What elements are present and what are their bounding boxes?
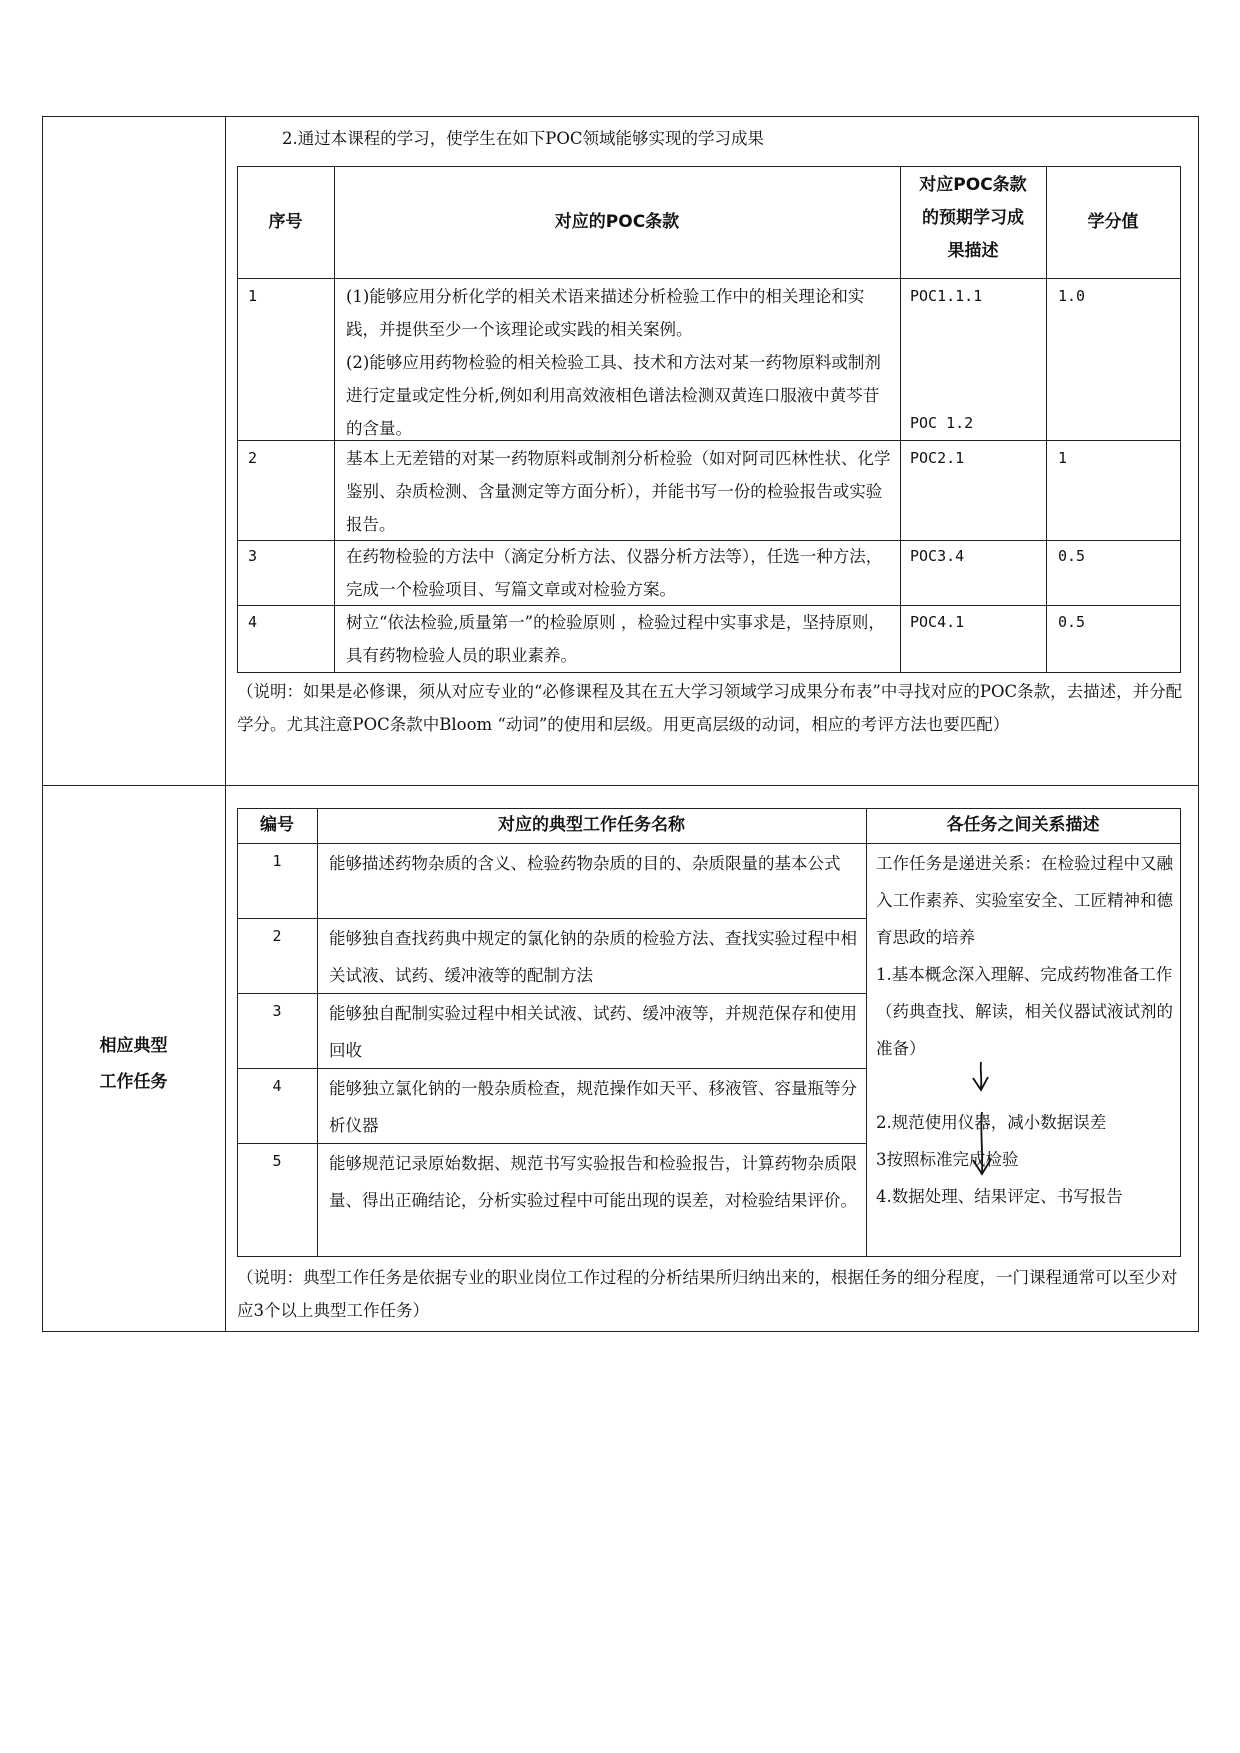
section-label-typical-tasks xyxy=(42,1028,225,1100)
table-row-1-clause-b: (2)能够应用药物检验的相关检验工具、技术和方法对某一药物原料或制剂进行定量或定性分析,例如利用高效液相色谱法检测双黄连口服液中黄芩苷的含量。 xyxy=(346,353,881,438)
header-poc-clause: 对应的POC条款 xyxy=(554,212,680,232)
header-outcome-line2: 的预期学习成 xyxy=(922,208,1024,228)
task-note: （说明：典型工作任务是依据专业的职业岗位工作过程的分析结果所归纳出来的，根据任务的细分程度，一门课程通常可以至少对应3个以上典型工作任务） xyxy=(237,1268,1178,1320)
section-label-line2: 工作任务 xyxy=(99,1072,168,1092)
task-row-5-num: 5 xyxy=(272,1152,282,1170)
table-row-3-seq: 3 xyxy=(248,547,258,565)
task-row-2-num: 2 xyxy=(272,927,282,945)
task-row-2-name: 能够独自查找药典中规定的氯化钠的杂质的检验方法、查找实验过程中相关试液、试药、缓冲液等的配制方法 xyxy=(329,929,857,985)
relation-para-4: 3按照标准完成检验 xyxy=(876,1150,1019,1169)
table-row-3-clause: 在药物检验的方法中（滴定分析方法、仪器分析方法等），任选一种方法，完成一个检验项目、写篇文章或对检验方案。 xyxy=(346,547,883,599)
relation-para-2: 1.基本概念深入理解、完成药物准备工作（药典查找、解读，相关仪器试液试剂的准备） xyxy=(876,965,1173,1058)
table-row-4-poc: POC4.1 xyxy=(910,613,965,631)
poc-note: （说明：如果是必修课，须从对应专业的“必修课程及其在五大学习领域学习成果分布表”中寻找对应的POC条款，去描述，并分配学分。尤其注意POC条款中Bloom “动词”的使用和层级。用更高层级的动词，相应的考评方法也要匹配） xyxy=(237,682,1183,734)
header-outcome xyxy=(900,169,1046,268)
table-row-2-poc: POC2.1 xyxy=(910,449,965,467)
header-seq: 序号 xyxy=(268,212,303,232)
header-task-relation: 各任务之间关系描述 xyxy=(946,815,1100,835)
table-row-1-poc-a: POC1.1.1 xyxy=(910,287,983,305)
table-row-1-seq: 1 xyxy=(248,287,258,305)
relation-para-5: 4.数据处理、结果评定、书写报告 xyxy=(876,1187,1123,1206)
task-row-3-name: 能够独自配制实验过程中相关试液、试药、缓冲液等，并规范保存和使用回收 xyxy=(329,1004,857,1060)
relation-para-1: 工作任务是递进关系：在检验过程中又融入工作素养、实验室安全、工匠精神和德育思政的培养 xyxy=(876,854,1173,947)
task-row-4-num: 4 xyxy=(272,1077,282,1095)
task-row-4-name: 能够独立氯化钠的一般杂质检查，规范操作如天平、移液管、容量瓶等分析仪器 xyxy=(329,1079,857,1135)
task-row-5-name: 能够规范记录原始数据、规范书写实验报告和检验报告，计算药物杂质限量、得出正确结论，分析实验过程中可能出现的误差，对检验结果评价。 xyxy=(329,1154,857,1210)
table-row-2-clause: 基本上无差错的对某一药物原料或制剂分析检验（如对阿司匹林性状、化学鉴别、杂质检测、含量测定等方面分析），并能书写一份的检验报告或实验报告。 xyxy=(346,449,891,534)
header-outcome-line3: 果描述 xyxy=(947,241,999,261)
table-row-1-clause-a: (1)能够应用分析化学的相关术语来描述分析检验工作中的相关理论和实践，并提供至少一个该理论或实践的相关案例。 xyxy=(346,287,865,339)
header-task-name: 对应的典型工作任务名称 xyxy=(498,815,685,835)
poc-intro: 2.通过本课程的学习，使学生在如下POC领域能够实现的学习成果 xyxy=(282,129,764,148)
table-row-4-clause: 树立“依法检验,质量第一”的检验原则 ，检验过程中实事求是，坚持原则，具有药物检验人员的职业素养。 xyxy=(346,613,885,665)
relation-para-3: 2.规范使用仪器，减小数据误差 xyxy=(876,1113,1107,1132)
relation-text xyxy=(876,845,1174,1215)
table-row-3-credit: 0.5 xyxy=(1058,547,1086,565)
table-row-4-credit: 0.5 xyxy=(1058,613,1086,631)
header-credit: 学分值 xyxy=(1087,212,1139,232)
table-row-4-seq: 4 xyxy=(248,613,258,631)
header-outcome-line1: 对应POC条款 xyxy=(919,175,1027,195)
task-row-3-num: 3 xyxy=(272,1002,282,1020)
table-row-1-poc-b: POC 1.2 xyxy=(910,414,974,432)
header-task-num: 编号 xyxy=(260,815,294,835)
task-row-1-name: 能够描述药物杂质的含义、检验药物杂质的目的、杂质限量的基本公式 xyxy=(329,854,841,873)
table-row-1-credit: 1.0 xyxy=(1058,287,1086,305)
table-row-3-poc: POC3.4 xyxy=(910,547,965,565)
table-row-2-credit: 1 xyxy=(1058,449,1068,467)
section-label-line1: 相应典型 xyxy=(99,1036,168,1056)
handdrawn-arrow-icon xyxy=(960,1050,1000,1200)
task-row-1-num: 1 xyxy=(272,852,282,870)
table-row-2-seq: 2 xyxy=(248,449,258,467)
